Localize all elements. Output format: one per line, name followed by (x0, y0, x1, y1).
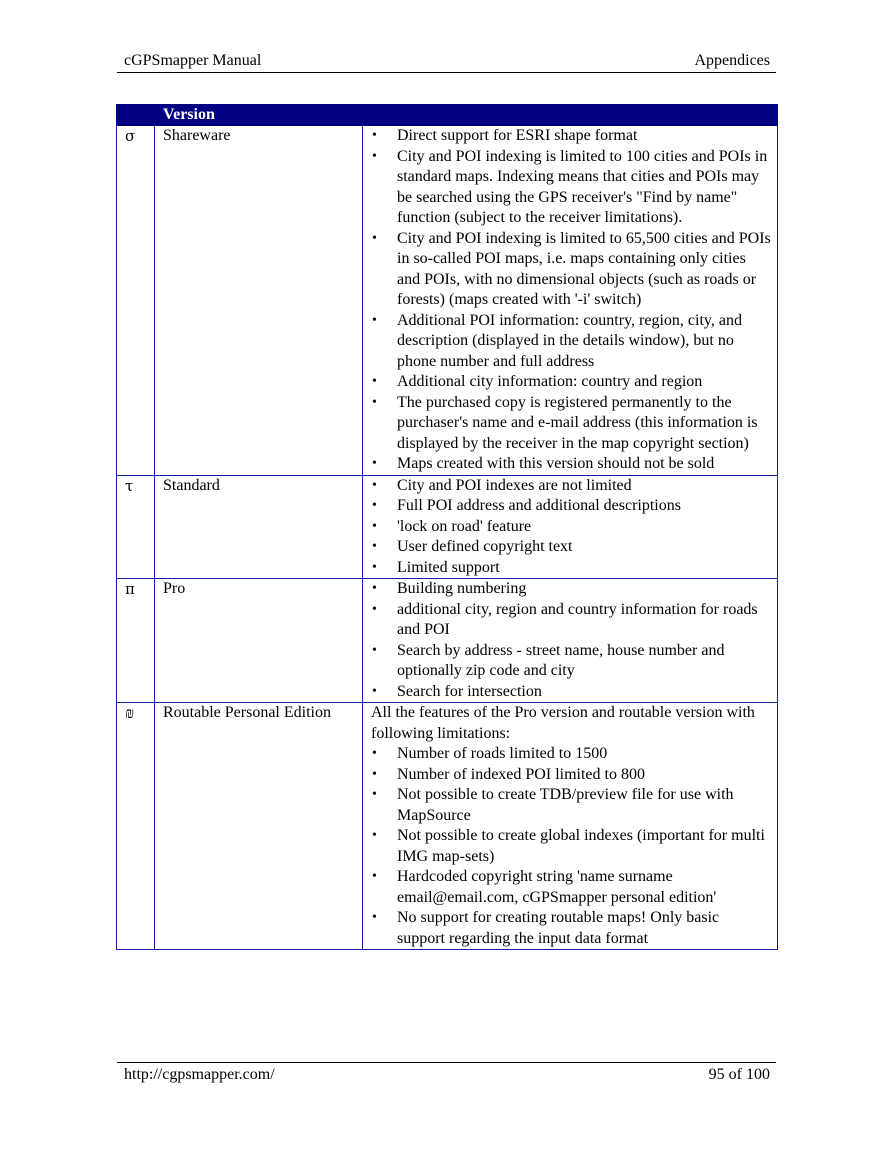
version-features (363, 579, 778, 703)
header-section: Appendices (694, 52, 770, 69)
bullet-icon: • (372, 746, 377, 761)
list-item (371, 229, 771, 311)
list-item (371, 600, 771, 641)
feature-text: Not possible to create global indexes (important for multi IMG map-sets) (397, 827, 765, 865)
version-name: Pro (155, 579, 363, 703)
bullet-icon: • (372, 581, 377, 596)
version-name: Routable Personal Edition (155, 703, 363, 950)
page-footer (117, 1062, 776, 1085)
table-header-row (117, 105, 778, 126)
feature-text: City and POI indexes are not limited (397, 476, 632, 494)
table-row (117, 126, 778, 476)
feature-text: Maps created with this version should not be sold (397, 455, 715, 472)
bullet-icon: • (372, 642, 377, 658)
header-cell-features (363, 105, 778, 126)
list-item (371, 641, 771, 682)
feature-list (371, 126, 771, 475)
bullet-icon: • (372, 498, 377, 513)
header-cell-symbol (117, 105, 155, 126)
list-item (371, 744, 771, 765)
list-item (371, 126, 771, 147)
feature-text: Search for intersection (397, 682, 542, 700)
header-title: cGPSmapper Manual (124, 52, 262, 69)
feature-list (371, 579, 771, 702)
list-item (371, 311, 771, 373)
bullet-icon: • (372, 601, 377, 617)
feature-text: City and POI indexing is limited to 100 cities and POIs in standard maps. Indexing means that cities and POIs may be searched using the GPS receiver's "Find by name" function (subject to the receiver limitations). (397, 147, 768, 226)
feature-text: City and POI indexing is limited to 65,500 cities and POIs in so-called POI maps, i.e. maps containing only cities and POIs, with no dimensional objects (such as roads or forests) (maps created with '-i' switch) (397, 229, 771, 308)
version-symbol: ₪ (117, 703, 155, 950)
version-name: Shareware (155, 126, 363, 476)
list-item (371, 496, 771, 517)
list-item (371, 372, 771, 393)
list-item (371, 558, 771, 579)
feature-text: No support for creating routable maps! Only basic support regarding the input data format (397, 909, 720, 947)
feature-text: Building numbering (397, 580, 527, 597)
list-item (371, 517, 771, 538)
list-item (371, 867, 771, 908)
table-row (117, 475, 778, 579)
header-cell-version: Version (155, 105, 363, 126)
bullet-icon: • (372, 394, 377, 410)
page-number: 95 of 100 (708, 1066, 770, 1083)
list-item (371, 908, 771, 949)
features-intro: All the features of the Pro version and routable version with following limitations: (371, 704, 755, 742)
page-header (117, 52, 776, 73)
feature-list (371, 744, 771, 949)
bullet-icon: • (372, 128, 377, 143)
version-name: Standard (155, 475, 363, 579)
feature-text: Full POI address and additional descriptions (397, 497, 681, 514)
feature-text: Direct support for ESRI shape format (397, 127, 638, 144)
version-symbol: σ (117, 126, 155, 476)
feature-text: Hardcoded copyright string 'name surname email@email.com, cGPSmapper personal edition' (397, 868, 717, 906)
list-item (371, 682, 771, 703)
version-symbol: τ (117, 475, 155, 579)
list-item (371, 537, 771, 558)
feature-text: The purchased copy is registered permanently to the purchaser's name and e-mail address (this information is displayed by the receiver in the map copyright section) (397, 393, 758, 452)
feature-text: User defined copyright text (397, 538, 573, 555)
footer-url: http://cgpsmapper.com/ (124, 1066, 275, 1083)
feature-text: Number of roads limited to 1500 (397, 745, 608, 762)
list-item (371, 826, 771, 867)
list-item (371, 765, 771, 786)
bullet-icon: • (372, 869, 377, 884)
feature-text: Additional POI information: country, region, city, and description (displayed in the details window), but no phone number and full address (397, 311, 742, 370)
list-item (371, 454, 771, 475)
bullet-icon: • (372, 766, 377, 782)
feature-list (371, 476, 771, 579)
table-row (117, 579, 778, 703)
list-item (371, 579, 771, 600)
version-features (363, 475, 778, 579)
bullet-icon: • (372, 787, 377, 802)
list-item (371, 393, 771, 455)
list-item (371, 147, 771, 229)
table-row (117, 703, 778, 950)
bullet-icon: • (372, 683, 377, 699)
bullet-icon: • (372, 828, 377, 843)
version-symbol: π (117, 579, 155, 703)
feature-text: Not possible to create TDB/preview file for use with MapSource (397, 786, 734, 824)
feature-text: 'lock on road' feature (397, 517, 532, 535)
bullet-icon: • (372, 477, 377, 493)
bullet-icon: • (372, 456, 377, 471)
bullet-icon: • (372, 910, 377, 925)
list-item (371, 476, 771, 497)
list-item (371, 785, 771, 826)
bullet-icon: • (372, 559, 377, 575)
bullet-icon: • (372, 230, 377, 246)
bullet-icon: • (372, 148, 377, 164)
feature-text: Additional city information: country and region (397, 373, 703, 390)
feature-text: additional city, region and country information for roads and POI (397, 600, 758, 638)
bullet-icon: • (372, 312, 377, 328)
version-features (363, 703, 778, 950)
feature-text: Limited support (397, 558, 500, 576)
version-features (363, 126, 778, 476)
bullet-icon: • (372, 518, 377, 534)
feature-text: Number of indexed POI limited to 800 (397, 765, 645, 783)
versions-table (116, 104, 778, 950)
bullet-icon: • (372, 539, 377, 554)
feature-text: Search by address - street name, house number and optionally zip code and city (397, 641, 725, 679)
bullet-icon: • (372, 374, 377, 389)
